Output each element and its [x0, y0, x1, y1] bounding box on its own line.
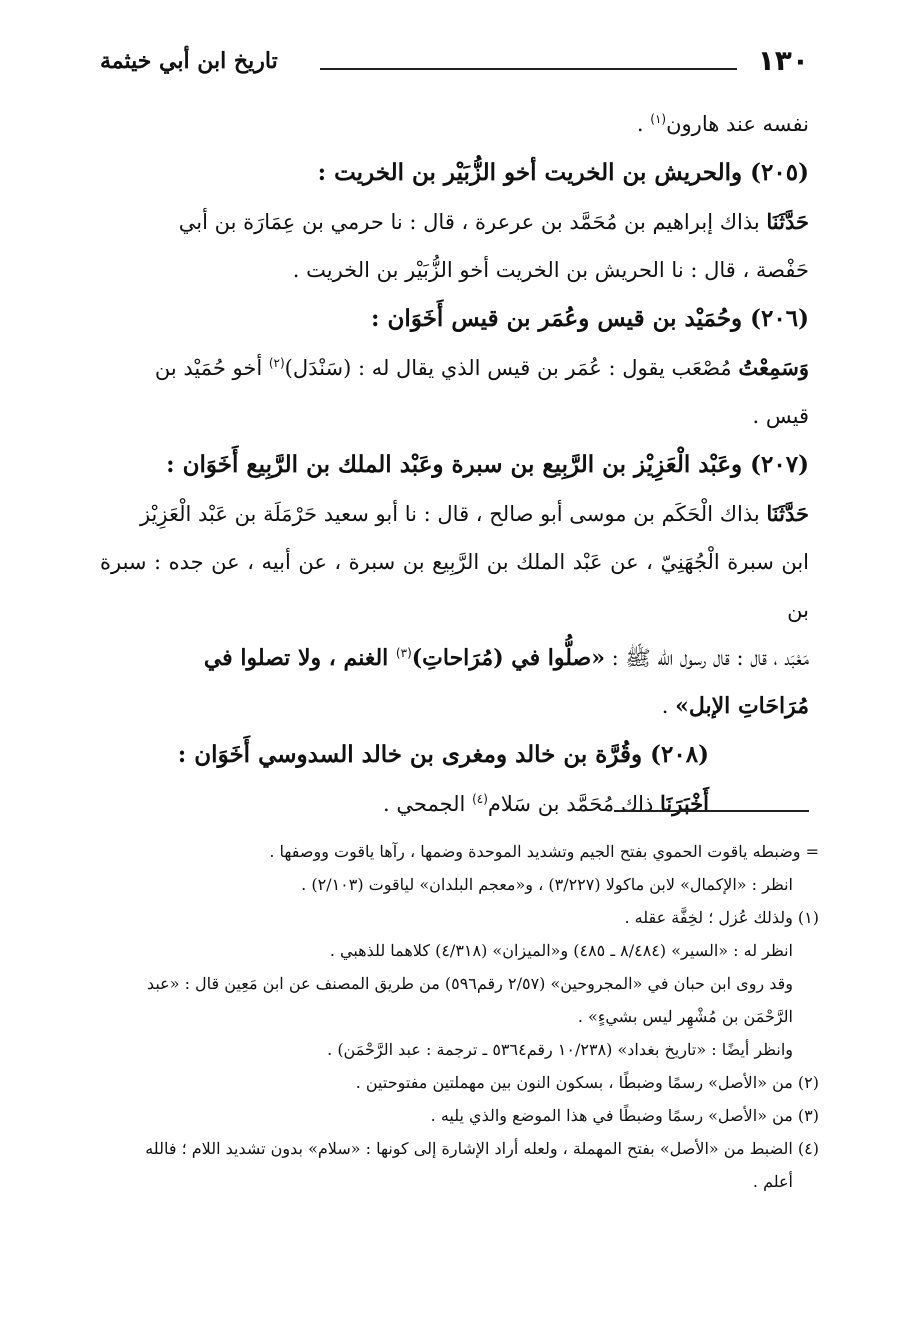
entry-heading-207: (٢٠٧) وعَبْد الْعَزِيْز بن الرَّبِيع بن سبرة وعَبْد الملك بن الرَّبِيع أَخَوَان : [166, 451, 809, 478]
text-span: الجمحي . [383, 792, 473, 816]
narration-lead: أَخْبَرَنَا [660, 791, 709, 816]
footnote-marker: (٣) [395, 646, 412, 660]
entry-208-line [100, 780, 809, 828]
footnote-1-line: وقد روى ابن حبان في «المجروحين» (٢/٥٧ رقم٥٩٦) من طريق المصنف عن ابن مَعِين قال : «عبد [146, 974, 793, 993]
footnote-marker: (٤) [472, 792, 488, 806]
footnote-continuation: = وضبطه ياقوت الحموي بفتح الجيم وتشديد الموحدة وضمها ، رآها ياقوت ووصفها . [269, 842, 819, 861]
running-title: تاريخ ابن أبي خيثمة [100, 48, 278, 74]
text-span: مَعْبَد ، قال : قال رسول الله ﷺ : [604, 646, 809, 670]
entry-heading-206: (٢٠٦) وحُمَيْد بن قيس وعُمَر بن قيس أَخَوَان : [371, 305, 809, 332]
header-rule [320, 68, 737, 70]
text-span: بذاك الْحَكَم بن موسى أبو صالح ، قال : نا أبو سعيد حَرْمَلَة بن عَبْد الْعَزِيْز [139, 502, 767, 526]
entry-heading-205: (٢٠٥) والحريش بن الخريت أخو الزُّبَيْر بن الخريت : [317, 159, 809, 186]
narration-lead: حَدَّثَنَا [766, 209, 809, 234]
entry-205-line: حَفْصة ، قال : نا الحريش بن الخريت أخو الزُّبَيْر بن الخريت . [292, 258, 809, 282]
narration-lead: حَدَّثَنَا [766, 501, 809, 526]
entry-205-line [100, 198, 809, 246]
page-header [100, 44, 809, 84]
text-line-continuation [100, 100, 809, 148]
hadith-text: «صلُّوا في (مُرَاحاتِ) [411, 645, 605, 671]
footnote-marker: (١) [650, 112, 667, 126]
footnote-3: (٣) من «الأصل» رسمًا وضبطًا في هذا الموضع والذي يليه . [430, 1106, 819, 1125]
main-text [100, 100, 809, 828]
narration-lead: وَسَمِعْتُ [738, 355, 809, 380]
text-span: . [661, 694, 676, 718]
page-number: ١٣٠ [757, 44, 809, 77]
footnote-separator [614, 810, 809, 812]
text-span: مُصْعَب يقول : عُمَر بن قيس الذي يقال له : (سَنْدَل) [284, 356, 739, 380]
entry-207-line [100, 634, 809, 682]
footnote-2: (٢) من «الأصل» رسمًا وضبطًا ، بسكون النون بين مهملتين مفتوحتين . [355, 1073, 819, 1092]
footnote-4-line: أعلم . [752, 1172, 793, 1191]
text-span: . [636, 112, 651, 136]
footnote-marker: (٢) [268, 356, 285, 370]
footnote-continuation: انظر : «الإكمال» لابن ماكولا (٣/٢٢٧) ، و«معجم البلدان» لياقوت (٢/١٠٣) . [301, 875, 793, 894]
footnote-1-line: انظر له : «السير» (٨/٤٨٤ ـ ٤٨٥) و«الميزان» (٤/٣١٨) كلاهما للذهبي . [329, 941, 793, 960]
footnote-1-line: وانظر أيضًا : «تاريخ بغداد» (١٠/٢٣٨ رقم٥٣٦٤ ـ ترجمة : عبد الرَّحْمَن) . [327, 1040, 793, 1059]
entry-207-line: ابن سبرة الْجُهَنِيّ ، عن عَبْد الملك بن الرَّبِيع بن سبرة ، عن أبيه ، عن جده : سبرة بن [100, 550, 809, 622]
entry-207-line [100, 682, 809, 730]
hadith-text: مُرَاحَاتِ الإبل» [675, 693, 809, 719]
text-span: نفسه عند هارون [666, 112, 809, 136]
footnote-1-line: الرَّحْمَن بن مُشْهِر ليس بشيءٍ» . [577, 1007, 793, 1026]
text-span: ذاك مُحَمَّد بن سَلام [487, 792, 661, 816]
text-span: أخو حُمَيْد بن [154, 356, 269, 380]
entry-heading-208: (٢٠٨) وقُرَّة بن خالد ومغرى بن خالد السدوسي أَخَوَان : [177, 741, 709, 768]
footnote-1: (١) ولذلك عُزل ؛ لخِفَّة عقله . [624, 908, 819, 927]
footnotes [100, 835, 819, 1198]
footnote-4: (٤) الضبط من «الأصل» بفتح المهملة ، ولعله أراد الإشارة إلى كونها : «سلام» بدون تشديد اللام ؛ فالله [145, 1139, 819, 1158]
entry-207-line [100, 490, 809, 538]
entry-206-line [100, 344, 809, 392]
entry-206-line: قيس . [752, 404, 809, 428]
hadith-text: الغنم ، ولا تصلوا في [203, 645, 396, 671]
text-span: بذاك إبراهيم بن مُحَمَّد بن عرعرة ، قال : نا حرمي بن عِمَارَة بن أبي [178, 210, 767, 234]
